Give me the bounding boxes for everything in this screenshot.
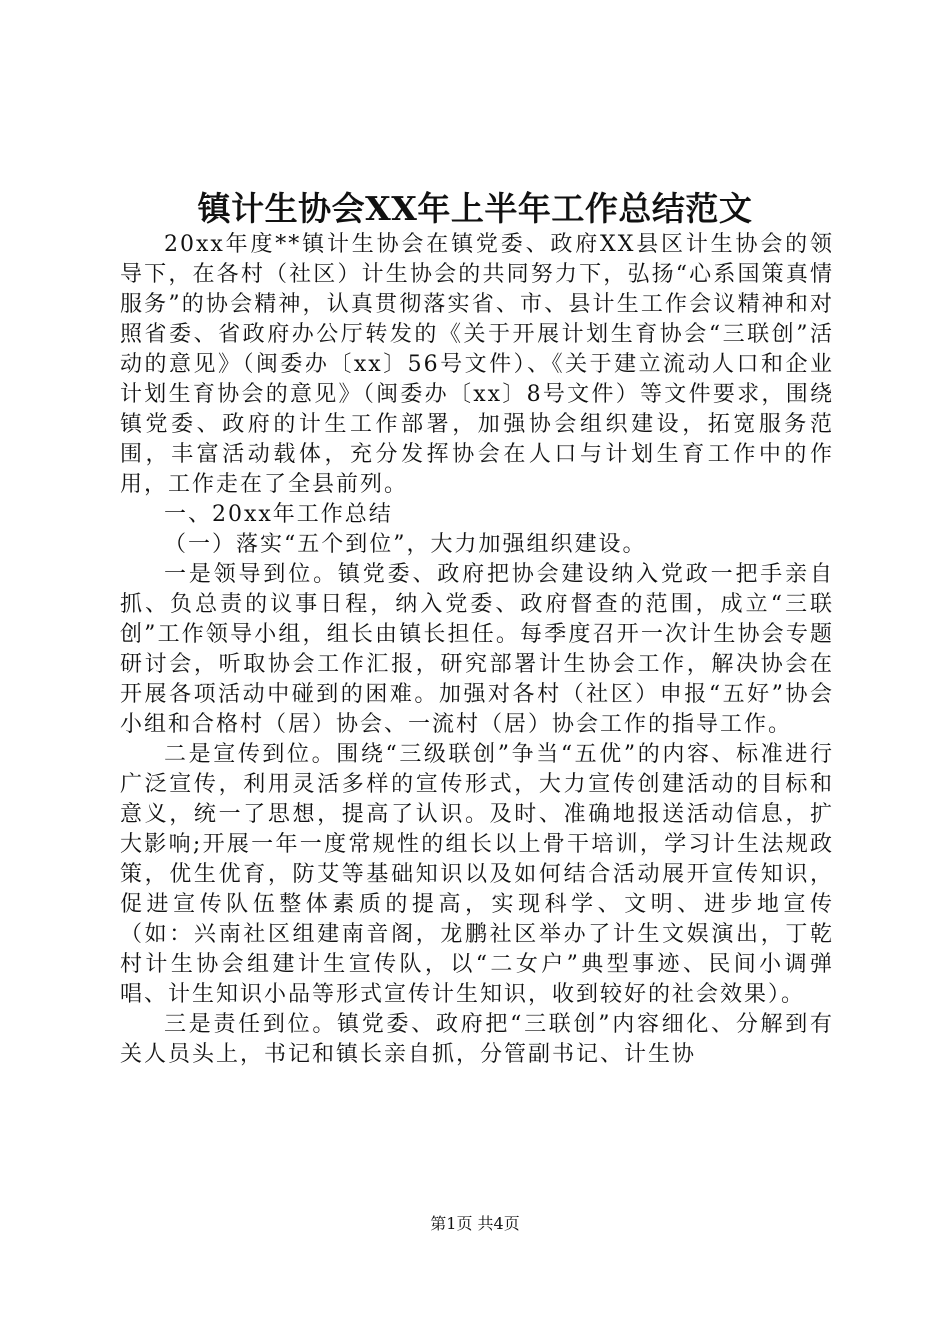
page-footer: 第1页 共4页 [430, 1214, 520, 1233]
section-heading: 一、20xx年工作总结 [164, 502, 393, 527]
paragraph-leadership: 一是领导到位。镇党委、政府把协会建设纳入党政一把手亲自抓、负总责的议事日程，纳入党委、政府督查的范围，成立“三联创”工作领导小组，组长由镇长担任。每季度召开一次计生协会专题研讨会，听取协会工作汇报，研究部署计生协会工作，解决协会在开展各项活动中碰到的困难。加强对各村（社区）申报“五好”协会小组和合格村（居）协会、一流村（居）协会工作的指导工作。 [120, 562, 834, 737]
subsection-heading: （一）落实“五个到位”，大力加强组织建设。 [164, 532, 647, 557]
document-body [120, 230, 834, 1070]
document-title: 镇计生协会XX年上半年工作总结范文 [197, 189, 753, 228]
paragraph-responsibility: 三是责任到位。镇党委、政府把“三联创”内容细化、分解到有关人员头上，书记和镇长亲自抓，分管副书记、计生协 [120, 1012, 834, 1067]
paragraph-intro: 20xx年度**镇计生协会在镇党委、政府XX县区计生协会的领导下，在各村（社区）计生协会的共同努力下，弘扬“心系国策真情服务”的协会精神，认真贯彻落实省、市、县计生工作会议精神和对照省委、省政府办公厅转发的《关于开展计划生育协会“三联创”活动的意见》（闽委办〔xx〕56号文件）、《关于建立流动人口和企业计划生育协会的意见》（闽委办〔xx〕8号文件）等文件要求，围绕镇党委、政府的计生工作部署，加强协会组织建设，拓宽服务范围，丰富活动载体，充分发挥协会在人口与计划生育工作中的作用，工作走在了全县前列。 [120, 232, 834, 497]
paragraph-publicity: 二是宣传到位。围绕“三级联创”争当“五优”的内容、标准进行广泛宣传，利用灵活多样的宣传形式，大力宣传创建活动的目标和意义，统一了思想，提高了认识。及时、准确地报送活动信息，扩大影响;开展一年一度常规性的组长以上骨干培训，学习计生法规政策，优生优育，防艾等基础知识以及如何结合活动展开宣传知识，促进宣传队伍整体素质的提高，实现科学、文明、进步地宣传（如：兴南社区组建南音阁，龙鹏社区举办了计生文娱演出，丁乾村计生协会组建计生宣传队，以“二女户”典型事迹、民间小调弹唱、计生知识小品等形式宣传计生知识，收到较好的社会效果）。 [120, 742, 834, 1007]
